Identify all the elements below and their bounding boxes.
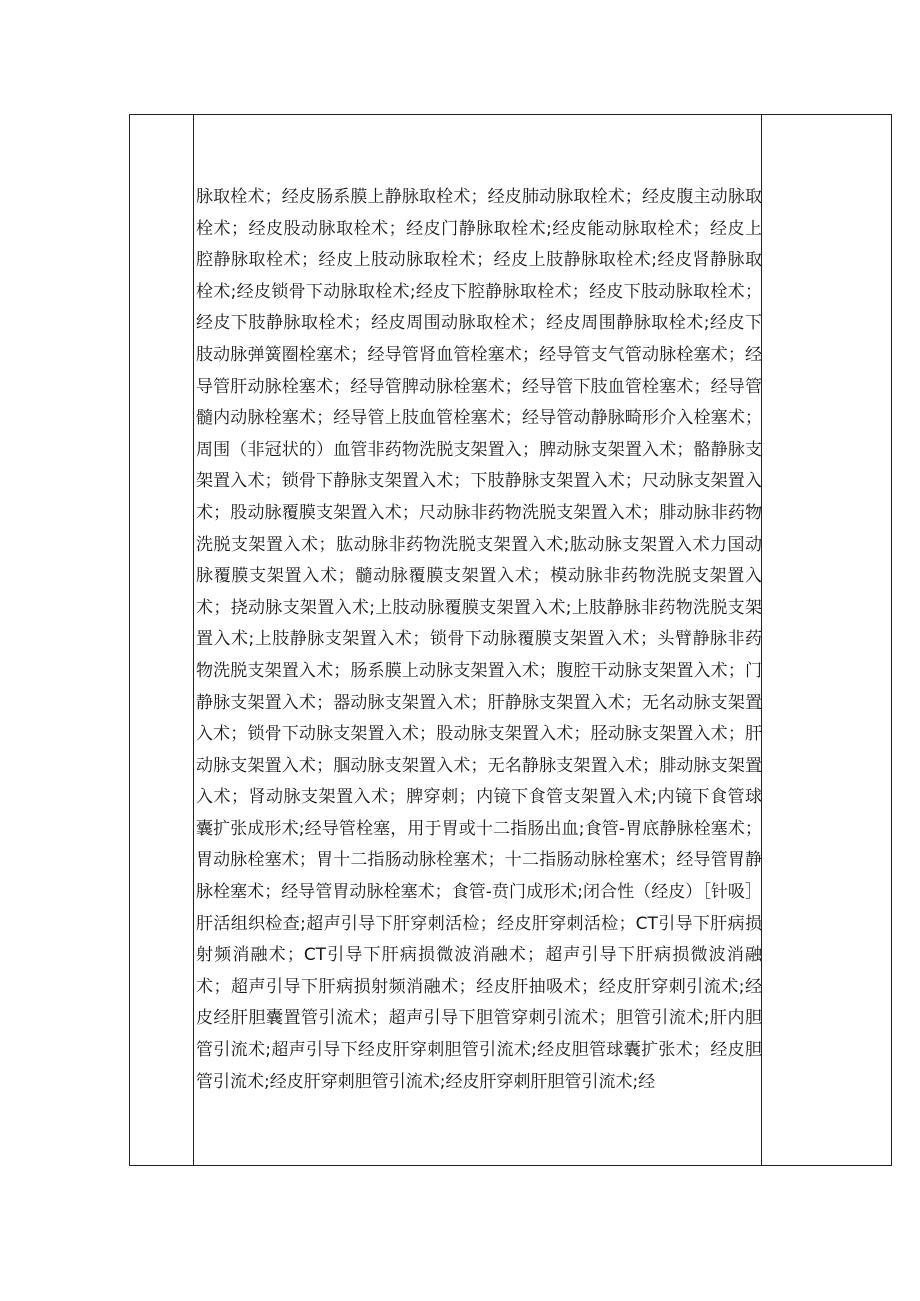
procedure-table	[129, 114, 892, 1166]
table-main-column	[194, 115, 763, 1165]
table-left-column	[130, 115, 194, 1165]
table-right-column	[761, 115, 891, 1165]
procedure-list-text: 脉取栓术；经皮肠系膜上静脉取栓术；经皮肺动脉取栓术；经皮腹主动脉取栓术；经皮股动脉取栓术；经皮门静脉取栓术;经皮能动脉取栓术；经皮上腔静脉取栓术；经皮上肢动脉取栓术；经皮上肢静脉取栓术;经皮肾静脉取栓术;经皮锁骨下动脉取栓术;经皮下腔静脉取栓术；经皮下肢动脉取栓术；经皮下肢静脉取栓术；经皮周围动脉取栓术；经皮周围静脉取栓术;经皮下肢动脉弹簧圈栓塞术；经导管肾血管栓塞术；经导管支气管动脉栓塞术；经导管肝动脉栓塞术；经导管脾动脉栓塞术；经导管下肢血管栓塞术；经导管髓内动脉栓塞术；经导管上肢血管栓塞术；经导管动静脉畸形介入栓塞术；周围（非冠状的）血管非药物洗脱支架置入；脾动脉支架置入术；骼静脉支架置入术；锁骨下静脉支架置入术；下肢静脉支架置入术；尺动脉支架置入术；股动脉覆膜支架置入术；尺动脉非药物洗脱支架置入术；腓动脉非药物洗脱支架置入术；肱动脉非药物洗脱支架置入术;肱动脉支架置入术力国动脉覆膜支架置入术；髓动脉覆膜支架置入术；模动脉非药物洗脱支架置入术；挠动脉支架置入术;上肢动脉覆膜支架置入术;上肢静脉非药物洗脱支架置入术;上肢静脉支架置入术；锁骨下动脉覆膜支架置入术；头臂静脉非药物洗脱支架置入术；肠系膜上动脉支架置入术；腹腔干动脉支架置入术；门静脉支架置入术；器动脉支架置入术；肝静脉支架置入术；无名动脉支架置入术；锁骨下动脉支架置入术；股动脉支架置入术；胫动脉支架置入术；肝动脉支架置入术；腘动脉支架置入术；无名静脉支架置入术；腓动脉支架置入术；肾动脉支架置入术；脾穿刺；内镜下食管支架置入术;内镜下食管球囊扩张成形术;经导管栓塞，用于胃或十二指肠出血;食管-胃底静脉栓塞术；胃动脉栓塞术；胃十二指肠动脉栓塞术；十二指肠动脉栓塞术；经导管胃静脉栓塞术；经导管胃动脉栓塞术；食管-贲门成形术;闭合性（经皮）［针吸］肝活组织检查;超声引导下肝穿刺活检；经皮肝穿刺活检；CT引导下肝病损射频消融术；CT引导下肝病损微波消融术；超声引导下肝病损微波消融术；超声引导下肝病损射频消融术；经皮肝抽吸术；经皮肝穿刺引流术;经皮经肝胆囊置管引流术；超声引导下胆管穿刺引流术；胆管引流术;肝内胆管引流术;超声引导下经皮肝穿刺胆管引流术;经皮胆管球囊扩张术；经皮胆管引流术;经皮肝穿刺胆管引流术;经皮肝穿刺肝胆管引流术;经	[196, 187, 762, 1092]
